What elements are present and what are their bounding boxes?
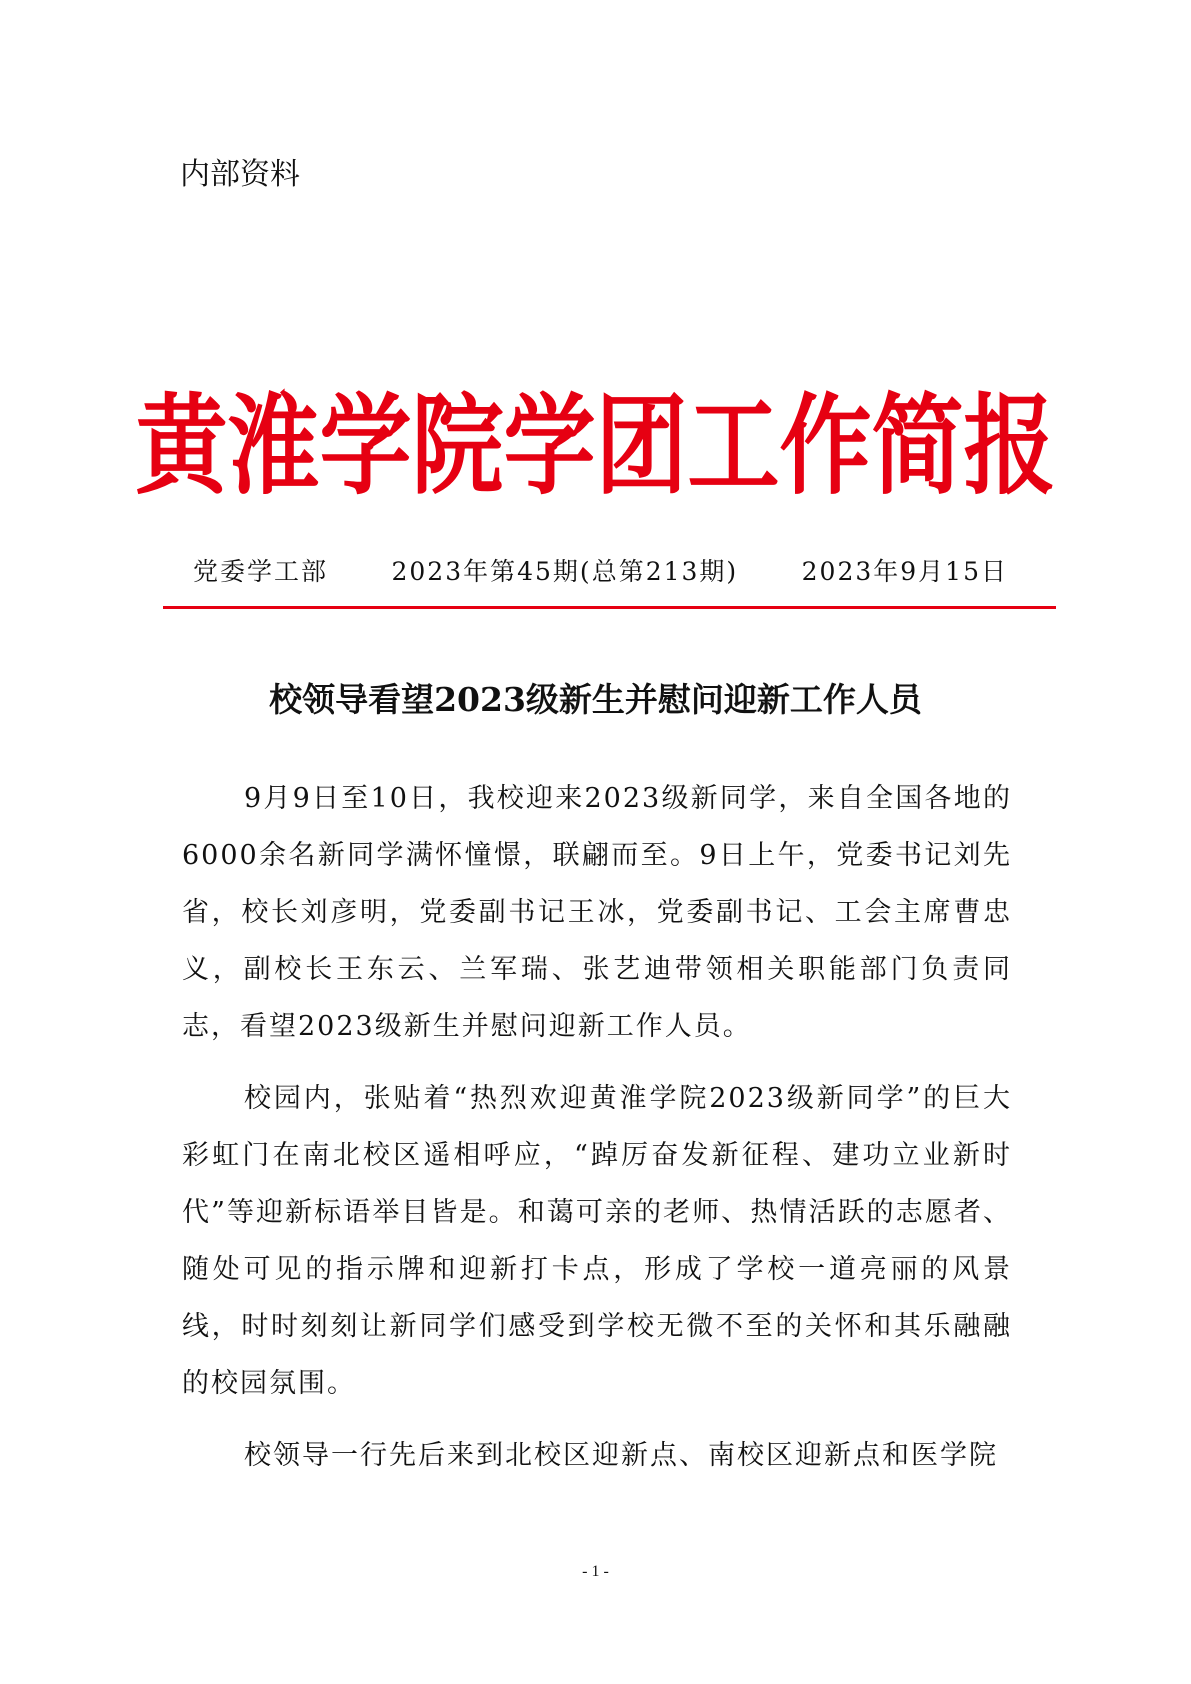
article-body: [182, 770, 1012, 1499]
issue-number: 2023年第45期(总第213期): [391, 557, 739, 586]
page-number: - 1 -: [582, 1563, 609, 1580]
bulletin-masthead: 黄淮学院学团工作简报: [135, 383, 1056, 510]
issue-date: 2023年9月15日: [801, 557, 1008, 586]
paragraph-1: 9月9日至10日，我校迎来2023级新同学，来自全国各地的6000余名新同学满怀憧憬，联翩而至。9日上午，党委书记刘先省，校长刘彦明，党委副书记王冰，党委副书记、工会主席曹忠义，副校长王东云、兰军瑞、张艺迪带领相关职能部门负责同志，看望2023级新生并慰问迎新工作人员。: [182, 783, 1012, 1042]
red-divider-line: [163, 606, 1056, 609]
issue-info-line: [193, 554, 1008, 590]
paragraph-2: 校园内，张贴着“热烈欢迎黄淮学院2023级新同学”的巨大彩虹门在南北校区遥相呼应，“踔厉奋发新征程、建功立业新时代”等迎新标语举目皆是。和蔼可亲的老师、热情活跃的志愿者、随处可见的指示牌和迎新打卡点，形成了学校一道亮丽的风景线，时时刻刻让新同学们感受到学校无微不至的关怀和其乐融融的校园氛围。: [182, 1083, 1012, 1399]
issuing-department: 党委学工部: [193, 557, 329, 586]
internal-material-label: 内部资料: [180, 157, 300, 192]
paragraph-3: 校领导一行先后来到北校区迎新点、南校区迎新点和医学院: [244, 1440, 998, 1471]
article-title: 校领导看望2023级新生并慰问迎新工作人员: [269, 680, 922, 719]
